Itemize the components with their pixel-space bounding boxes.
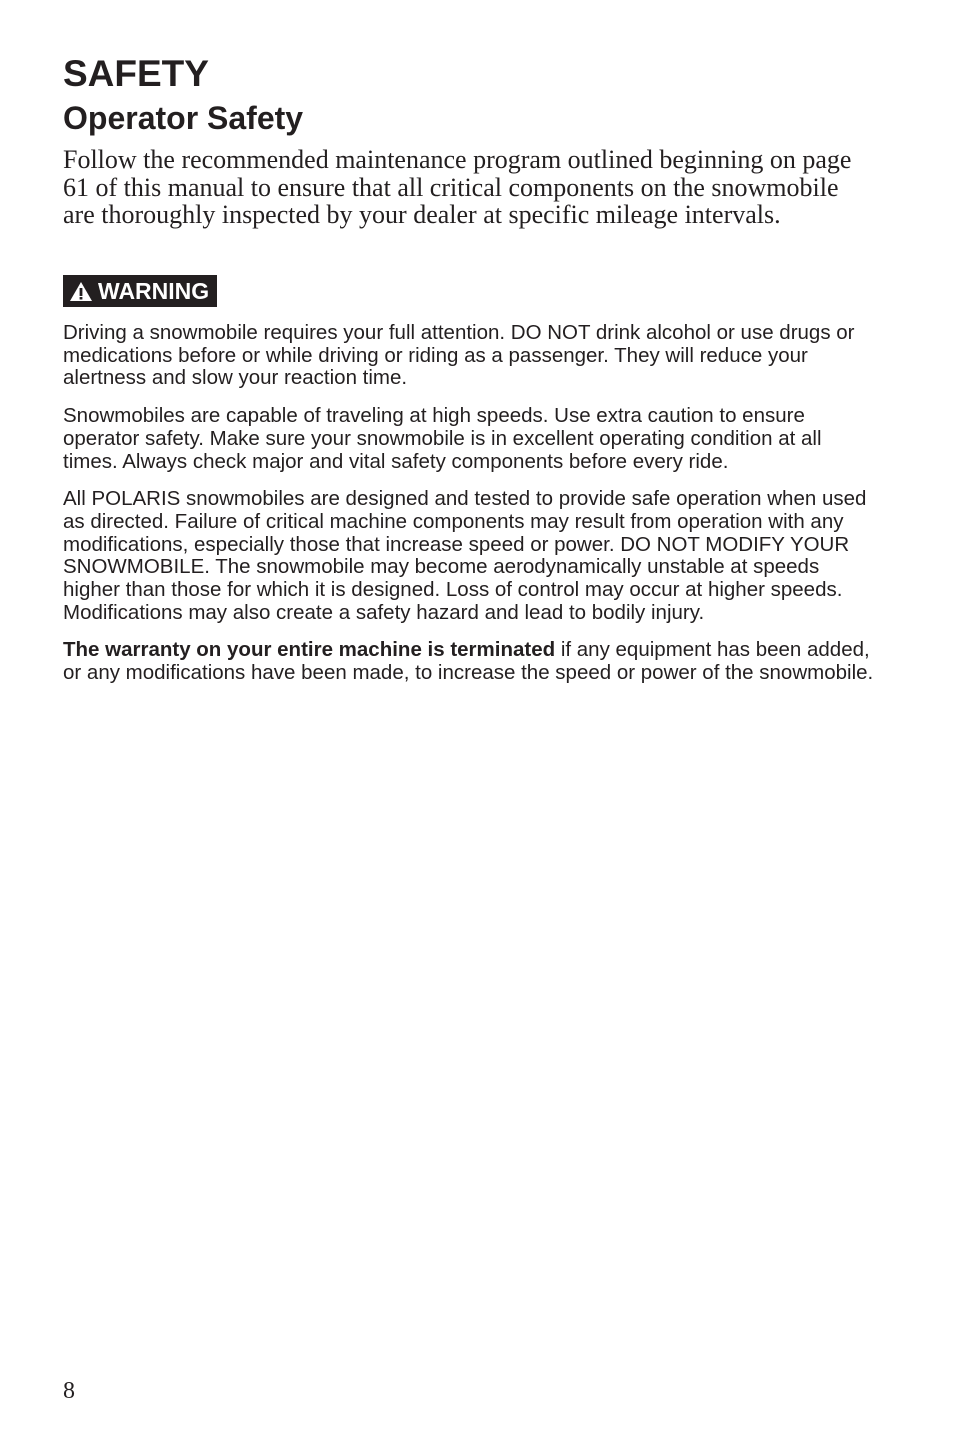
warning-triangle-icon [69, 281, 93, 302]
warning-body [63, 322, 878, 700]
section-heading: Operator Safety [63, 100, 304, 136]
warning-label: WARNING [98, 277, 210, 304]
warning-badge [63, 275, 217, 307]
warranty-emphasis: The warranty on your entire machine is terminated [63, 638, 556, 662]
page-number: 8 [63, 1378, 75, 1404]
warranty-text: if any equipment has been added, or any modifications have been made, to increase the speed or power of the snowmobile. [63, 638, 874, 685]
warning-paragraph: All POLARIS snowmobiles are designed and tested to provide safe operation when used as directed. Failure of critical machine components may result from operation with any modifications, especially those that increase speed or power. DO NOT MODIFY YOUR SNOWMOBILE. The snowmobile may become aerodynamically unstable at speeds higher than those for which it is designed. Loss of control may occur at higher speeds. Modifications may also create a safety hazard and lead to bodily injury. [63, 487, 867, 624]
warranty-paragraph [63, 639, 878, 684]
warning-paragraph: Driving a snowmobile requires your full attention. DO NOT drink alcohol or use drugs or medications before or while driving or riding as a passenger. They will reduce your alertness and slow your reaction time. [63, 321, 855, 390]
intro-paragraph: Follow the recommended maintenance program outlined beginning on page 61 of this manual to ensure that all critical components on the snowmobile are thoroughly inspected by your dealer at specific mileage intervals. [63, 145, 852, 229]
warning-paragraph: Snowmobiles are capable of traveling at high speeds. Use extra caution to ensure operator safety. Make sure your snowmobile is in excellent operating condition at all times. Always check major and vital safety components before every ride. [63, 404, 822, 473]
page-title: SAFETY [63, 53, 209, 94]
